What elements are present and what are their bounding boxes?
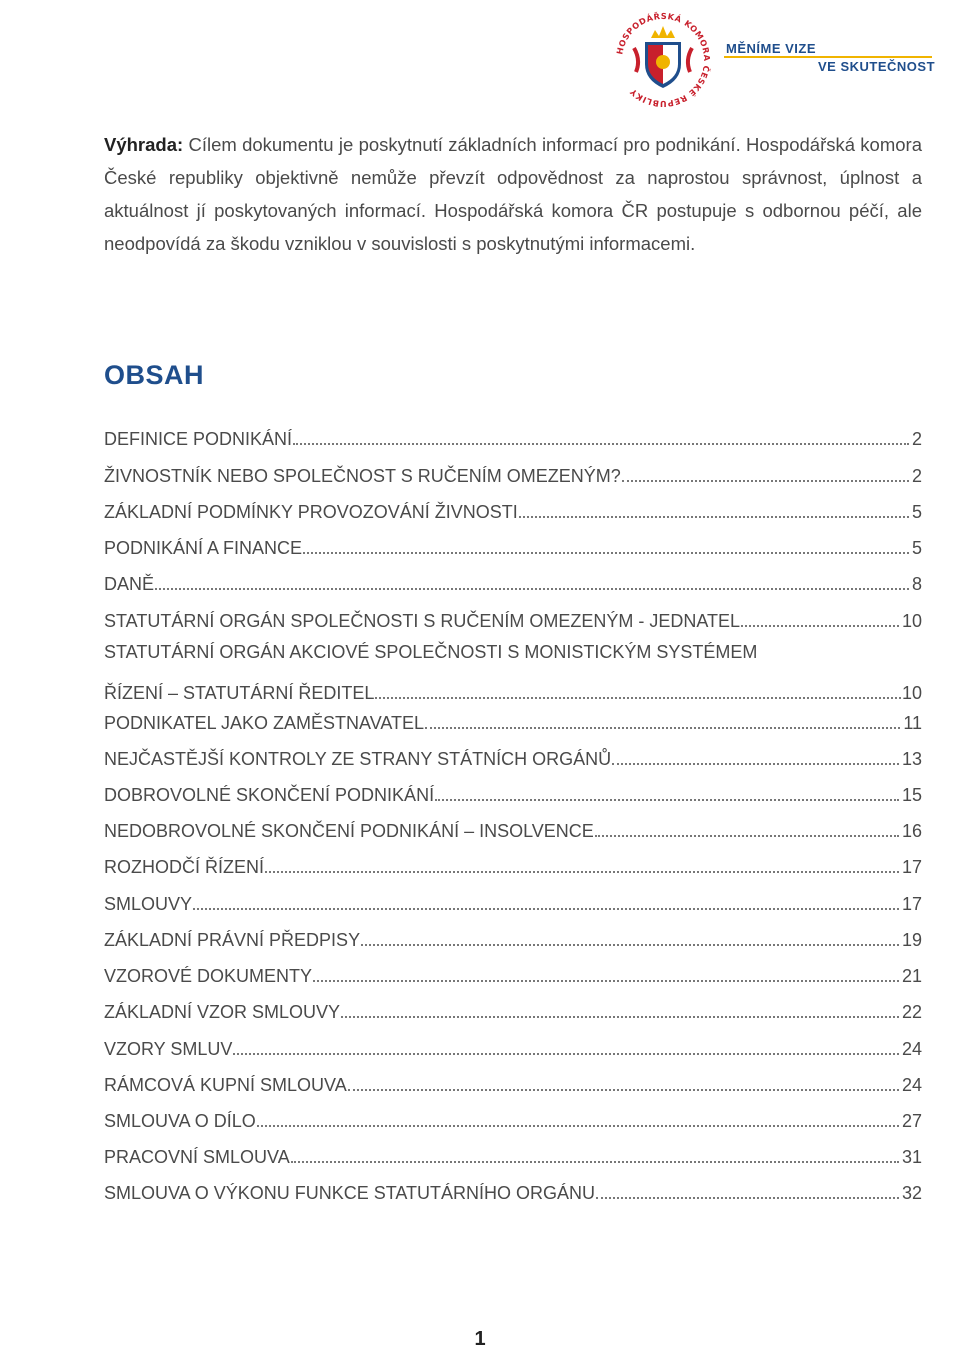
toc-entry-title: ZÁKLADNÍ PODMÍNKY PROVOZOVÁNÍ ŽIVNOSTI	[104, 502, 518, 522]
toc-leader	[435, 779, 899, 801]
toc-entry[interactable]	[104, 569, 922, 595]
toc-leader	[361, 924, 899, 946]
toc-entry-page: 17	[901, 894, 922, 914]
toc-leader	[741, 605, 899, 627]
toc-entry-page: 8	[911, 574, 922, 594]
tagline-line1: MĚNÍME VIZE	[726, 41, 817, 56]
toc-entry-title: ZÁKLADNÍ VZOR SMLOUVY	[104, 1002, 341, 1022]
toc-entry-page: 10	[901, 611, 922, 631]
toc-leader	[257, 1105, 899, 1127]
toc-entry[interactable]	[104, 708, 922, 734]
disclaimer-label: Výhrada:	[104, 134, 184, 155]
toc-leader	[265, 851, 899, 873]
toc-entry[interactable]	[104, 889, 922, 915]
toc-entry-title: NEJČASTĚJŠÍ KONTROLY ZE STRANY STÁTNÍCH ORGÁNŮ	[104, 749, 612, 769]
toc-entry-title: SMLOUVA O DÍLO	[104, 1111, 256, 1131]
toc-entry-title: ŽIVNOSTNÍK NEBO SPOLEČNOST S RUČENÍM OMEZENÝM?	[104, 466, 621, 486]
toc-entry-title: NEDOBROVOLNÉ SKONČENÍ PODNIKÁNÍ – INSOLVENCE	[104, 821, 594, 841]
toc-entry[interactable]	[104, 1070, 922, 1096]
toc-leader	[341, 996, 899, 1018]
toc-leader	[348, 1069, 899, 1091]
toc-leader	[233, 1033, 899, 1055]
toc-entry[interactable]	[104, 642, 922, 704]
toc-entry-page: 31	[901, 1147, 922, 1167]
toc-entry-title: VZOROVÉ DOKUMENTY	[104, 966, 313, 986]
toc-entry-page: 17	[901, 857, 922, 877]
toc-entry-title: VZORY SMLUV	[104, 1039, 233, 1059]
toc-entry-page: 16	[901, 821, 922, 841]
toc-entry[interactable]	[104, 1178, 922, 1204]
disclaimer	[104, 128, 922, 260]
toc-entry-title-line2: ŘÍZENÍ – STATUTÁRNÍ ŘEDITEL	[104, 683, 375, 703]
toc-entry[interactable]	[104, 816, 922, 842]
toc-entry-page: 11	[903, 713, 922, 733]
toc-entry-title-line1: STATUTÁRNÍ ORGÁN AKCIOVÉ SPOLEČNOSTI S MONISTICKÝM SYSTÉMEM	[104, 642, 758, 662]
toc-entry[interactable]	[104, 461, 922, 487]
toc-entry[interactable]	[104, 780, 922, 806]
toc-entry-title: PODNIKÁNÍ A FINANCE	[104, 538, 303, 558]
toc-entry-page: 15	[901, 785, 922, 805]
toc-entry-title: RÁMCOVÁ KUPNÍ SMLOUVA	[104, 1075, 347, 1095]
toc-leader	[313, 960, 899, 982]
toc-leader	[425, 707, 900, 729]
toc-entry-page: 5	[911, 502, 922, 522]
toc-entry[interactable]	[104, 1142, 922, 1168]
toc-entry-title: STATUTÁRNÍ ORGÁN SPOLEČNOSTI S RUČENÍM OMEZENÝM - JEDNATEL	[104, 611, 741, 631]
toc-leader	[193, 888, 899, 910]
toc-leader	[293, 423, 909, 445]
toc-entry[interactable]	[104, 606, 922, 632]
toc-entry[interactable]	[104, 997, 922, 1023]
toc-entry-page: 24	[901, 1039, 922, 1059]
toc-entry-title: DEFINICE PODNIKÁNÍ	[104, 429, 293, 449]
chamber-logo	[608, 4, 718, 108]
toc-entry-title: SMLOUVY	[104, 894, 193, 914]
toc-entry-page: 24	[901, 1075, 922, 1095]
page-number: 1	[474, 1328, 486, 1350]
toc-entry[interactable]	[104, 424, 922, 450]
toc-leader	[596, 1177, 899, 1199]
tagline-line2: VE SKUTEČNOST	[818, 59, 936, 74]
toc-entry-title: PODNIKATEL JAKO ZAMĚSTNAVATEL	[104, 713, 425, 733]
toc-entry-title: ROZHODČÍ ŘÍZENÍ	[104, 857, 264, 877]
toc-entry-title: SMLOUVA O VÝKONU FUNKCE STATUTÁRNÍHO ORGÁNU	[104, 1183, 596, 1203]
toc-entry-page: 2	[911, 429, 922, 449]
toc-entry-page: 22	[901, 1002, 922, 1022]
toc-leader	[303, 532, 909, 554]
toc-leader	[375, 677, 901, 699]
toc-entry-title: ZÁKLADNÍ PRÁVNÍ PŘEDPISY	[104, 930, 361, 950]
tagline	[724, 40, 936, 76]
toc-entry[interactable]	[104, 961, 922, 987]
toc-entry-page: 13	[901, 749, 922, 769]
toc-entry-title: PRACOVNÍ SMLOUVA	[104, 1147, 290, 1167]
toc-leader	[622, 460, 909, 482]
toc-entry-page: 10	[901, 683, 922, 703]
toc-leader	[595, 815, 899, 837]
toc-entry[interactable]	[104, 497, 922, 523]
toc-entry-title: DOBROVOLNÉ SKONČENÍ PODNIKÁNÍ	[104, 785, 435, 805]
toc-entry[interactable]	[104, 1106, 922, 1132]
toc-entry-title: DANĚ	[104, 574, 155, 594]
toc-entry-page: 27	[901, 1111, 922, 1131]
toc-entry-page: 2	[911, 466, 922, 486]
toc-entry-page: 32	[901, 1183, 922, 1203]
logo-ring-text: HOSPODÁŘSKÁ KOMORA ČESKÉ REPUBLIKY	[614, 10, 713, 108]
toc-entry[interactable]	[104, 1034, 922, 1060]
toc-leader	[291, 1141, 899, 1163]
toc-entry[interactable]	[104, 852, 922, 878]
toc-leader	[155, 568, 909, 590]
toc-entry[interactable]	[104, 925, 922, 951]
toc-entry-page: 5	[911, 538, 922, 558]
toc-entry-page: 21	[901, 966, 922, 986]
toc-leader	[612, 743, 899, 765]
toc-heading: OBSAH	[104, 360, 205, 390]
toc-entry[interactable]	[104, 533, 922, 559]
toc-entry-page: 19	[901, 930, 922, 950]
disclaimer-text: Cílem dokumentu je poskytnutí základních informací pro podnikání. Hospodářská komora České republiky objektivně nemůže převzít odpovědnost za naprostou správnost, úplnost a aktuálnost jí poskytovaných informací. Hospodářská komora ČR postupuje s odbornou péčí, ale neodpovídá za škodu vzniklou v souvislosti s poskytnutými informacemi.	[104, 134, 922, 254]
toc-entry[interactable]	[104, 744, 922, 770]
toc-leader	[519, 496, 909, 518]
